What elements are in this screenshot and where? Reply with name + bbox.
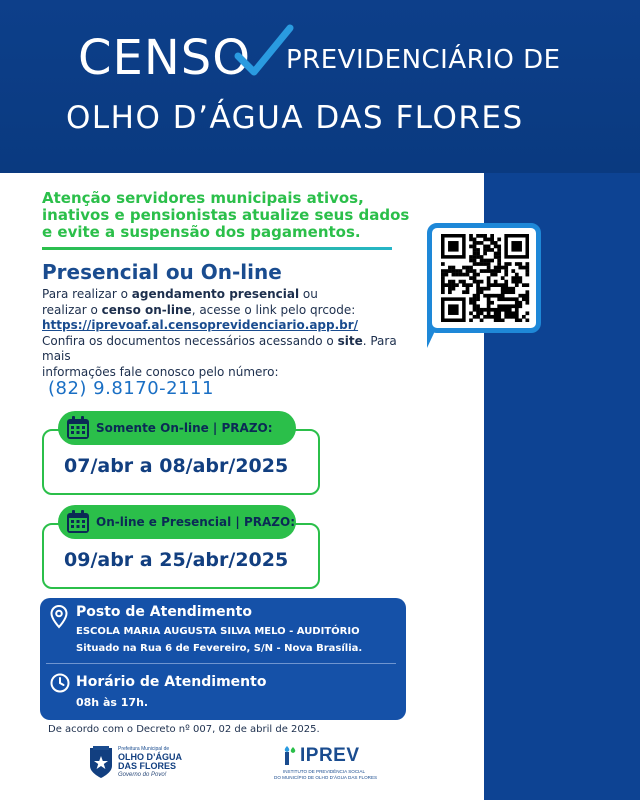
iprev-mark-icon <box>284 746 298 766</box>
deadline-dates: 09/abr a 25/abr/2025 <box>64 549 289 571</box>
iprev-logo <box>274 744 378 784</box>
contact-phone[interactable]: (82) 9.8170-2111 <box>48 378 214 399</box>
check-icon <box>228 22 294 78</box>
logo-left-tagline: Governo do Povo! <box>118 772 167 778</box>
qr-code-icon[interactable] <box>439 234 531 322</box>
deadline-dates: 07/abr a 08/abr/2025 <box>64 455 289 477</box>
qr-code-frame[interactable] <box>427 223 541 333</box>
attention-message: Atenção servidores municipais ativos, inativos e pensionistas atualize seus dados e evite a suspensão dos pagamentos. <box>42 189 410 241</box>
iprev-subtitle-2: DO MUNICÍPIO DE OLHO D’ÁGUA DAS FLORES <box>274 775 378 780</box>
decree-note: De acordo com o Decreto nº 007, 02 de abril de 2025. <box>48 724 320 735</box>
hours-title: Horário de Atendimento <box>76 674 267 690</box>
deadline-label: Somente On-line | PRAZO: <box>96 421 273 435</box>
deadline-tag-online <box>58 411 296 445</box>
title-previdenciario: PREVIDENCIÁRIO DE <box>286 45 561 75</box>
calendar-icon <box>66 510 90 534</box>
prefeitura-logo <box>88 742 198 784</box>
iprev-subtitle-1: INSTITUTO DE PREVIDÊNCIA SOCIAL <box>282 769 366 774</box>
location-address: Situado na Rua 6 de Fevereiro, S/N - Nova Brasília. <box>76 643 363 654</box>
location-title: Posto de Atendimento <box>76 604 252 620</box>
deadline-label: On-line e Presencial | PRAZO: <box>96 515 296 529</box>
iprev-name: IPREV <box>300 745 360 766</box>
deadline-tag-both <box>58 505 296 539</box>
location-place: ESCOLA MARIA AUGUSTA SILVA MELO - AUDITÓRIO <box>76 626 360 637</box>
location-divider <box>46 663 396 664</box>
logo-left-name-1: OLHO D’ÁGUA <box>118 752 182 762</box>
attention-underline <box>42 247 392 250</box>
header-banner <box>0 0 640 173</box>
logo-left-name-2: DAS FLORES <box>118 761 177 771</box>
hours-value: 08h às 17h. <box>76 696 149 709</box>
census-link[interactable]: https://iprevoaf.al.censoprevidenciario.app.br/ <box>42 318 359 332</box>
clock-icon <box>50 673 70 693</box>
logo-left-caption: Prefeitura Municipal de <box>118 746 170 752</box>
section-title-mode: Presencial ou On-line <box>42 260 282 284</box>
location-pin-icon <box>50 605 68 629</box>
title-censo: CENSO <box>78 30 251 86</box>
shield-icon <box>88 746 114 780</box>
calendar-icon <box>66 416 90 440</box>
mode-instructions: Para realizar o agendamento presencial ou realizar o censo on-line, acesse o link pelo qrcode: https://iprevoaf.al.censoprevidenciario.app.br/ Confira os documentos necessários acessando o site. Para mais informações fale conosco pelo número: <box>42 287 397 379</box>
title-city: OLHO D’ÁGUA DAS FLORES <box>66 100 524 136</box>
